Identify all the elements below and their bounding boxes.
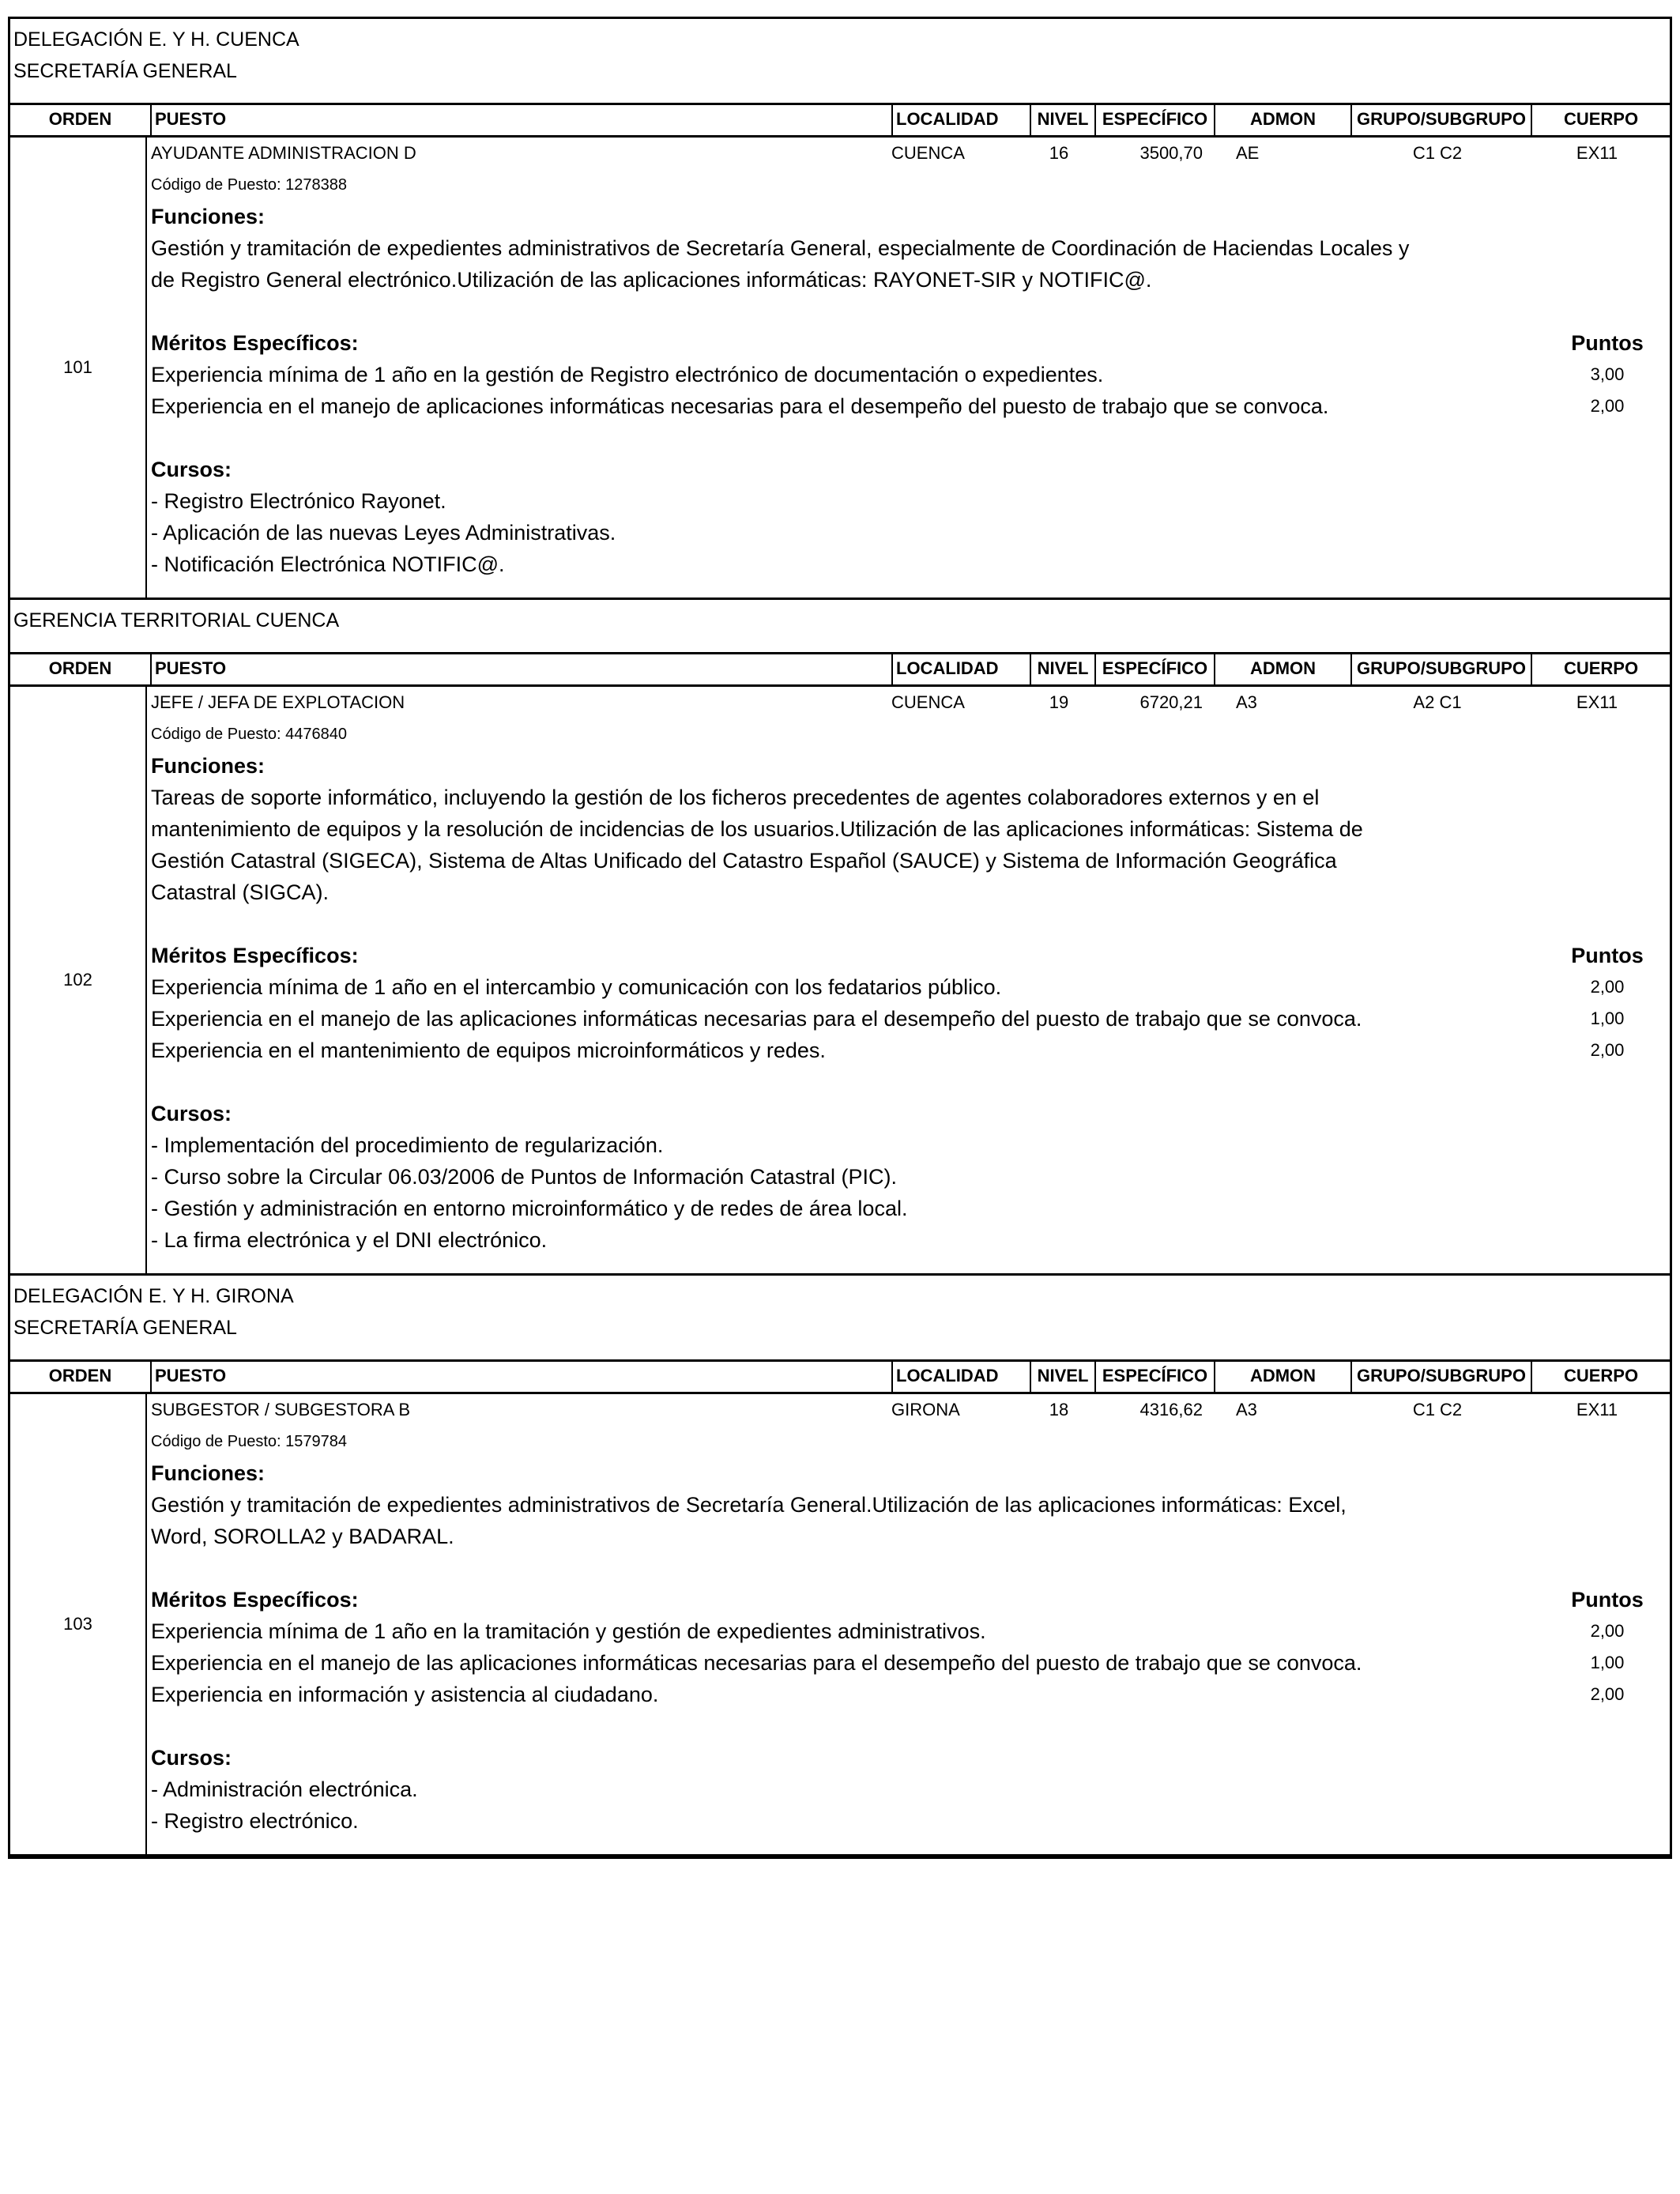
funciones-line: Tareas de soporte informático, incluyendo la gestión de los ficheros precedentes de agentes colaboradores externos y en el xyxy=(151,786,1320,809)
puesto-value: SUBGESTOR / SUBGESTORA B xyxy=(151,1400,411,1419)
puntos-heading: Puntos xyxy=(1571,1588,1644,1612)
merito-puntos: 2,00 xyxy=(1590,1040,1625,1060)
col-grupo: GRUPO/SUBGRUPO xyxy=(1350,1362,1531,1392)
grupo-value: C1 C2 xyxy=(1412,1400,1463,1419)
col-grupo: GRUPO/SUBGRUPO xyxy=(1350,105,1531,135)
col-nivel: NIVEL xyxy=(1030,1362,1094,1392)
cursos-list xyxy=(151,485,1439,580)
funciones-line: de Registro General electrónico.Utilización de las aplicaciones informáticas: RAYONET-SIR y NOTIFIC@. xyxy=(151,268,1152,292)
cursos-line: - Registro Electrónico Rayonet. xyxy=(151,489,446,513)
merito-text: Experiencia en el manejo de las aplicaciones informáticas necesarias para el desempeño del puesto de trabajo que se convoca. xyxy=(151,1007,1362,1031)
merito-text: Experiencia en información y asistencia al ciudadano. xyxy=(151,1683,659,1706)
merito-text: Experiencia mínima de 1 año en la gestión de Registro electrónico de documentación o expedientes. xyxy=(151,363,1104,386)
admon-value: A3 xyxy=(1236,692,1257,712)
nivel-value: 19 xyxy=(1049,692,1069,712)
col-grupo: GRUPO/SUBGRUPO xyxy=(1350,654,1531,684)
organization-header xyxy=(10,600,1670,654)
cursos-line: - Curso sobre la Circular 06.03/2006 de Puntos de Información Catastral (PIC). xyxy=(151,1165,897,1189)
meritos-heading: Méritos Específicos: xyxy=(151,331,359,355)
organization-header xyxy=(10,1276,1670,1362)
merito-puntos: 2,00 xyxy=(1590,1621,1625,1641)
organization-header xyxy=(10,19,1670,105)
cursos-heading: Cursos: xyxy=(151,1102,232,1125)
merito-row xyxy=(151,1647,1667,1679)
cursos-list xyxy=(151,1774,1439,1837)
funciones-heading: Funciones: xyxy=(151,205,266,228)
localidad-value: GIRONA xyxy=(891,1400,960,1419)
cursos-heading: Cursos: xyxy=(151,1746,232,1770)
cursos-line: - La firma electrónica y el DNI electrónico. xyxy=(151,1228,548,1252)
funciones-line: Gestión y tramitación de expedientes administrativos de Secretaría General.Utilización de las aplicaciones informáticas: Excel, xyxy=(151,1493,1347,1517)
nivel-value: 18 xyxy=(1049,1400,1069,1419)
especifico-value: 6720,21 xyxy=(1139,692,1203,712)
orden-number: 103 xyxy=(10,1394,147,1854)
org-line: DELEGACIÓN E. Y H. GIRONA xyxy=(13,1285,294,1307)
localidad-value: CUENCA xyxy=(891,143,965,163)
funciones-line: Gestión Catastral (SIGECA), Sistema de Altas Unificado del Catastro Español (SAUCE) y Sistema de Información Geográfica xyxy=(151,849,1337,873)
puntos-heading: Puntos xyxy=(1571,944,1644,967)
merito-puntos: 1,00 xyxy=(1590,1008,1625,1028)
funciones-line: mantenimiento de equipos y la resolución de incidencias de los usuarios.Utilización de las aplicaciones informáticas: Sistema de xyxy=(151,817,1363,841)
cuerpo-value: EX11 xyxy=(1576,692,1618,712)
merito-text: Experiencia en el mantenimiento de equipos microinformáticos y redes. xyxy=(151,1039,826,1062)
merito-row xyxy=(151,1003,1667,1035)
document-table xyxy=(8,17,1672,1859)
cuerpo-value: EX11 xyxy=(1576,143,1618,163)
org-line: SECRETARÍA GENERAL xyxy=(13,1317,237,1339)
job-details xyxy=(147,687,1670,1273)
col-cuerpo: CUERPO xyxy=(1531,654,1670,684)
cursos-line: - Registro electrónico. xyxy=(151,1809,359,1833)
col-nivel: NIVEL xyxy=(1030,105,1094,135)
meritos-heading-row xyxy=(151,327,1667,359)
merito-text: Experiencia en el manejo de las aplicaciones informáticas necesarias para el desempeño del puesto de trabajo que se convoca. xyxy=(151,1651,1362,1675)
col-orden: ORDEN xyxy=(48,109,112,129)
meritos-heading-row xyxy=(151,1584,1667,1615)
merito-text: Experiencia en el manejo de aplicaciones informáticas necesarias para el desempeño del puesto de trabajo que se convoca. xyxy=(151,394,1329,418)
job-summary-row xyxy=(147,687,1667,718)
puesto-value: AYUDANTE ADMINISTRACION D xyxy=(151,143,416,163)
funciones-line: Gestión y tramitación de expedientes administrativos de Secretaría General, especialmente de Coordinación de Haciendas Locales y xyxy=(151,236,1410,260)
col-localidad: LOCALIDAD xyxy=(891,105,1030,135)
column-header-row xyxy=(10,1362,1670,1394)
col-admon: ADMON xyxy=(1214,105,1350,135)
merito-puntos: 3,00 xyxy=(1590,364,1625,384)
puntos-heading: Puntos xyxy=(1571,331,1644,355)
codigo-puesto: Código de Puesto: 4476840 xyxy=(151,726,347,743)
col-cuerpo: CUERPO xyxy=(1531,105,1670,135)
merito-row xyxy=(151,359,1667,390)
funciones-text xyxy=(151,782,1439,908)
merito-row xyxy=(151,1035,1667,1066)
cursos-line: - Gestión y administración en entorno microinformático y de redes de área local. xyxy=(151,1197,908,1220)
puesto-value: JEFE / JEFA DE EXPLOTACION xyxy=(151,692,405,712)
meritos-heading: Méritos Específicos: xyxy=(151,1588,359,1612)
job-details xyxy=(147,1394,1670,1854)
cuerpo-value: EX11 xyxy=(1576,1400,1618,1419)
merito-puntos: 2,00 xyxy=(1590,977,1625,997)
col-puesto: PUESTO xyxy=(150,105,891,135)
col-orden: ORDEN xyxy=(48,658,112,678)
col-puesto: PUESTO xyxy=(150,654,891,684)
funciones-heading: Funciones: xyxy=(151,1461,266,1485)
funciones-text xyxy=(151,232,1439,296)
job-summary-row xyxy=(147,1394,1667,1426)
funciones-text xyxy=(151,1489,1439,1552)
cursos-line: - Aplicación de las nuevas Leyes Administrativas. xyxy=(151,521,616,545)
localidad-value: CUENCA xyxy=(891,692,965,712)
col-puesto: PUESTO xyxy=(150,1362,891,1392)
codigo-puesto: Código de Puesto: 1579784 xyxy=(151,1433,347,1450)
cursos-line: - Implementación del procedimiento de regularización. xyxy=(151,1133,664,1157)
merito-text: Experiencia mínima de 1 año en el intercambio y comunicación con los fedatarios público. xyxy=(151,975,1002,999)
col-nivel: NIVEL xyxy=(1030,654,1094,684)
merito-row xyxy=(151,971,1667,1003)
col-especifico: ESPECÍFICO xyxy=(1094,105,1214,135)
org-line: GERENCIA TERRITORIAL CUENCA xyxy=(13,609,340,631)
grupo-value: C1 C2 xyxy=(1412,143,1463,163)
especifico-value: 3500,70 xyxy=(1139,143,1203,163)
col-orden: ORDEN xyxy=(48,1366,112,1385)
job-details xyxy=(147,138,1670,598)
job-summary-row xyxy=(147,138,1667,169)
merito-row xyxy=(151,390,1667,422)
job-entry xyxy=(10,687,1670,1276)
job-entry xyxy=(10,138,1670,600)
col-admon: ADMON xyxy=(1214,1362,1350,1392)
merito-puntos: 2,00 xyxy=(1590,1684,1625,1704)
col-especifico: ESPECÍFICO xyxy=(1094,654,1214,684)
admon-value: A3 xyxy=(1236,1400,1257,1419)
column-header-row xyxy=(10,654,1670,687)
merito-text: Experiencia mínima de 1 año en la tramitación y gestión de expedientes administrativos. xyxy=(151,1619,986,1643)
col-admon: ADMON xyxy=(1214,654,1350,684)
job-entry xyxy=(10,1394,1670,1857)
merito-row xyxy=(151,1679,1667,1710)
column-header-row xyxy=(10,105,1670,138)
funciones-heading: Funciones: xyxy=(151,754,266,778)
merito-row xyxy=(151,1615,1667,1647)
merito-puntos: 2,00 xyxy=(1590,396,1625,416)
orden-number: 101 xyxy=(10,138,147,598)
col-cuerpo: CUERPO xyxy=(1531,1362,1670,1392)
meritos-list xyxy=(151,1615,1667,1710)
cursos-list xyxy=(151,1129,1439,1256)
funciones-line: Word, SOROLLA2 y BADARAL. xyxy=(151,1525,454,1548)
especifico-value: 4316,62 xyxy=(1139,1400,1203,1419)
org-line: SECRETARÍA GENERAL xyxy=(13,60,237,82)
col-especifico: ESPECÍFICO xyxy=(1094,1362,1214,1392)
nivel-value: 16 xyxy=(1049,143,1069,163)
codigo-puesto: Código de Puesto: 1278388 xyxy=(151,176,347,194)
col-localidad: LOCALIDAD xyxy=(891,1362,1030,1392)
cursos-line: - Notificación Electrónica NOTIFIC@. xyxy=(151,552,505,576)
meritos-heading-row xyxy=(151,940,1667,971)
meritos-list xyxy=(151,971,1667,1066)
orden-number: 102 xyxy=(10,687,147,1273)
grupo-value: A2 C1 xyxy=(1413,692,1462,712)
admon-value: AE xyxy=(1236,143,1260,163)
col-localidad: LOCALIDAD xyxy=(891,654,1030,684)
cursos-heading: Cursos: xyxy=(151,458,232,481)
meritos-heading: Méritos Específicos: xyxy=(151,944,359,967)
org-line: DELEGACIÓN E. Y H. CUENCA xyxy=(13,28,299,51)
funciones-line: Catastral (SIGCA). xyxy=(151,880,330,904)
merito-puntos: 1,00 xyxy=(1590,1653,1625,1672)
cursos-line: - Administración electrónica. xyxy=(151,1777,418,1801)
meritos-list xyxy=(151,359,1667,422)
